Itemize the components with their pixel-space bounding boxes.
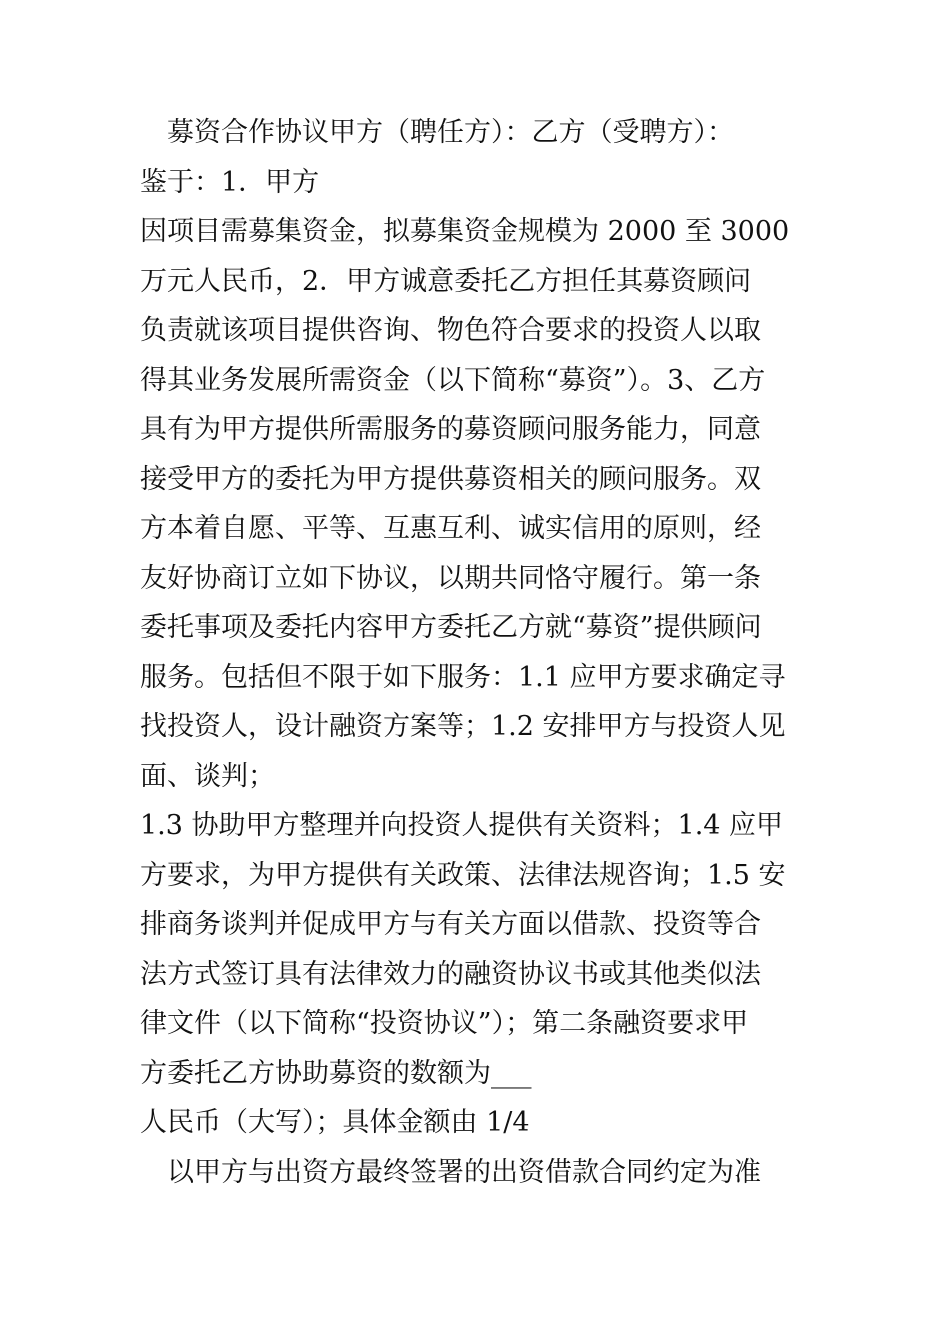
text-line: 鉴于：1．甲方 — [140, 166, 320, 198]
text-line: 面、谈判； — [140, 760, 275, 792]
text-line: 法方式签订具有法律效力的融资协议书或其他类似法 — [140, 958, 761, 990]
text-line: 以甲方与出资方最终签署的出资借款合同约定为准 — [167, 1156, 761, 1188]
text-line: 万元人民币，2．甲方诚意委托乙方担任其募资顾问 — [140, 265, 752, 297]
text-line: 具有为甲方提供所需服务的募资顾问服务能力，同意 — [140, 414, 761, 445]
text-line: 负责就该项目提供咨询、物色符合要求的投资人以取 — [140, 315, 761, 346]
text-line: 委托事项及委托内容甲方委托乙方就“募资”提供顾问 — [140, 612, 762, 643]
text-line: 找投资人，设计融资方案等；1.2 安排甲方与投资人见 — [140, 711, 786, 742]
contract-body-text — [140, 108, 830, 1197]
text-line: 接受甲方的委托为甲方提供募资相关的顾问服务。双 — [140, 463, 761, 495]
text-line: 服务。包括但不限于如下服务：1.1 应甲方要求确定寻 — [140, 661, 786, 693]
text-line: 方委托乙方协助募资的数额为___ — [140, 1057, 532, 1089]
text-line: 因项目需募集资金，拟募集资金规模为 2000 至 3000 — [140, 216, 790, 247]
text-line: 律文件（以下简称“投资协议”）；第二条融资要求甲 — [140, 1008, 749, 1039]
text-line: 友好协商订立如下协议，以期共同恪守履行。第一条 — [140, 562, 761, 594]
text-line: 1.3 协助甲方整理并向投资人提供有关资料；1.4 应甲 — [140, 810, 784, 841]
text-line: 排商务谈判并促成甲方与有关方面以借款、投资等合 — [140, 909, 761, 940]
text-line: 人民币（大写）；具体金额由 1/4 — [140, 1107, 530, 1138]
text-line: 募资合作协议甲方（聘任方）：乙方（受聘方）： — [167, 117, 734, 148]
text-line: 方要求，为甲方提供有关政策、法律法规咨询；1.5 安 — [140, 859, 786, 891]
text-line: 得其业务发展所需资金（以下简称“募资”）。3、乙方 — [140, 364, 766, 396]
text-line: 方本着自愿、平等、互惠互利、诚实信用的原则，经 — [140, 513, 761, 544]
